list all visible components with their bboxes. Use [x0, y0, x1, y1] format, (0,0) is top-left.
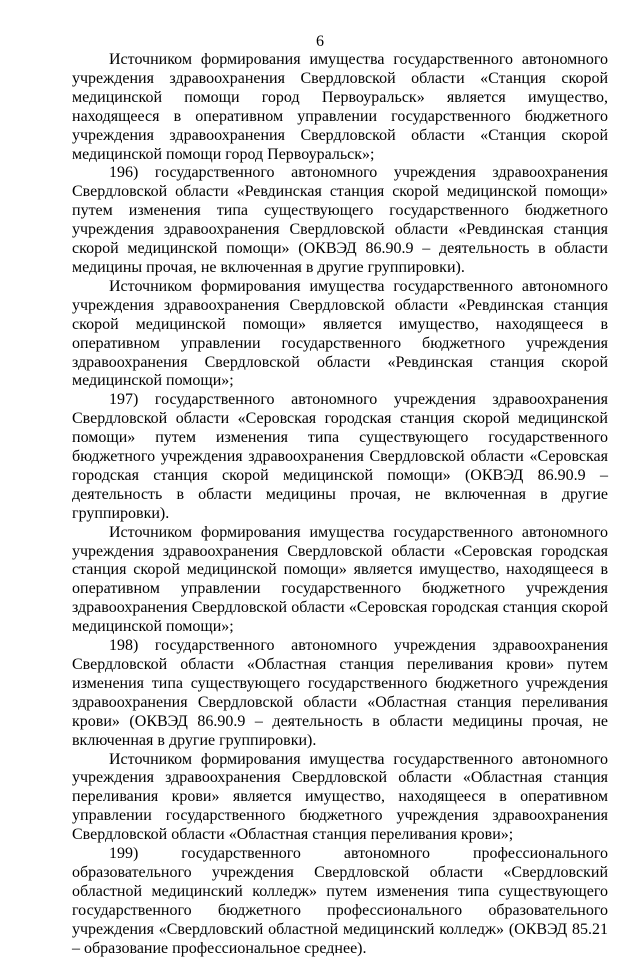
- document-body: [72, 51, 608, 959]
- paragraph-item-199: 199) государственного автономного профессионального образовательного учреждения Свердловской области «Свердловский областной медицинский колледж» путем изменения типа существующего государственного бюджетного профессионального образовательного учреждения «Свердловский областной медицинский колледж» (ОКВЭД 85.21 – образование профессиональное среднее).: [72, 845, 608, 957]
- paragraph: Источником формирования имущества государственного автономного учреждения здравоохранения Свердловской области «Областная станция переливания крови» является имущество, находящееся в оперативном управлении государственного бюджетного учреждения здравоохранения Свердловской области «Областная станция переливания крови»;: [72, 750, 608, 844]
- paragraph-item-197: 197) государственного автономного учреждения здравоохранения Свердловской области «Серовская городская станция скорой медицинской помощи» путем изменения типа существующего государственного бюджетного учреждения здравоохранения Свердловской области «Серовская городская станция скорой медицинской помощи» (ОКВЭД 86.90.9 – деятельность в области медицины прочая, не включенная в другие группировки).: [72, 391, 608, 522]
- page-number: 6: [316, 33, 324, 50]
- paragraph: Источником формирования имущества государственного автономного учреждения здравоохранения Свердловской области «Серовская городская станция скорой медицинской помощи» является имущество, находящееся в оперативном управлении государственного бюджетного учреждения здравоохранения Свердловской области «Серовская городская станция скорой медицинской помощи»;: [72, 523, 608, 636]
- paragraph-item-196: 196) государственного автономного учреждения здравоохранения Свердловской области «Ревдинская станция скорой медицинской помощи» путем изменения типа существующего государственного бюджетного учреждения здравоохранения Свердловской области «Ревдинская станция скорой медицинской помощи» (ОКВЭД 86.90.9 – деятельность в области медицины прочая, не включенная в другие группировки).: [72, 164, 608, 276]
- paragraph-item-198: 198) государственного автономного учреждения здравоохранения Свердловской области «Областная станция переливания крови» путем изменения типа существующего государственного бюджетного учреждения здравоохранения Свердловской области «Областная станция переливания крови» (ОКВЭД 86.90.9 – деятельность в области медицины прочая, не включенная в другие группировки).: [72, 637, 608, 749]
- paragraph: Источником формирования имущества государственного автономного учреждения здравоохранения Свердловской области «Станция скорой медицинской помощи город Первоуральск» является имущество, находящееся в оперативном управлении государственного бюджетного учреждения здравоохранения Свердловской области «Станция скорой медицинской помощи город Первоуральск»;: [72, 51, 608, 163]
- paragraph: Источником формирования имущества государственного автономного учреждения здравоохранения Свердловской области «Ревдинская станция скорой медицинской помощи» является имущество, находящееся в оперативном управлении государственного бюджетного учреждения здравоохранения Свердловской области «Ревдинская станция скорой медицинской помощи»;: [72, 277, 608, 390]
